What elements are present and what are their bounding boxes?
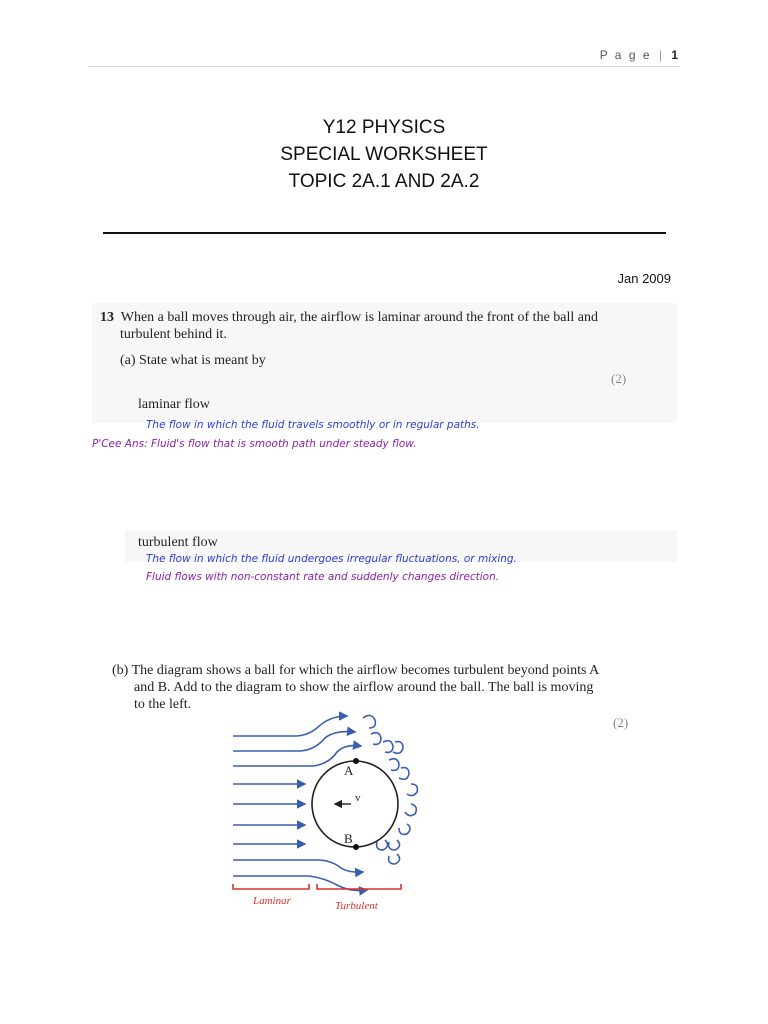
swirl — [407, 784, 417, 796]
turbulent-bracket — [317, 884, 401, 889]
region-brackets — [233, 884, 401, 889]
page-header — [600, 48, 678, 62]
point-a-label: A — [344, 763, 354, 778]
title-rule — [103, 232, 666, 234]
worksheet-title — [0, 114, 768, 195]
header-rule — [88, 66, 680, 67]
swirl — [399, 768, 409, 780]
flow-line — [233, 732, 355, 751]
swirl — [371, 733, 381, 745]
swirl — [405, 804, 416, 816]
part-b-line-3: to the left. — [134, 697, 192, 712]
swirl — [377, 840, 388, 850]
part-b-line-1: (b) The diagram shows a ball for which the airflow becomes turbulent beyond points A — [112, 663, 600, 678]
laminar-flow-label: laminar flow — [138, 397, 210, 412]
swirl — [383, 741, 393, 753]
turbulent-flow-label: turbulent flow — [138, 535, 218, 550]
velocity-label: v — [355, 792, 361, 804]
part-a-prompt: (a) State what is meant by — [120, 353, 266, 368]
part-b-marks: (2) — [613, 715, 629, 730]
part-b-line-2: and B. Add to the diagram to show the airflow around the ball. The ball is moving — [134, 680, 594, 695]
question-number: 13 — [100, 310, 114, 325]
turbulent-swirls — [363, 715, 417, 864]
point-b-label: B — [344, 831, 353, 846]
question-intro-line-2: turbulent behind it. — [120, 327, 227, 342]
laminar-bracket-label: Laminar — [253, 895, 291, 907]
page-separator: | — [658, 48, 664, 62]
swirl — [389, 759, 399, 771]
page-number: 1 — [671, 48, 678, 62]
turbulent-answer: The flow in which the fluid undergoes irregular fluctuations, or mixing. — [146, 553, 517, 565]
turbulent-alt-answer: Fluid flows with non-constant rate and suddenly changes direction. — [146, 571, 500, 583]
ball — [312, 761, 398, 847]
point-b-dot — [353, 844, 359, 850]
point-a-dot — [353, 758, 359, 764]
turbulent-bracket-label: Turbulent — [335, 900, 378, 912]
title-line-3: TOPIC 2A.1 AND 2A.2 — [288, 171, 480, 192]
laminar-bracket — [233, 884, 309, 889]
question-intro — [100, 310, 598, 326]
airflow-diagram — [225, 708, 425, 918]
laminar-alt-answer: P'Cee Ans: Fluid's flow that is smooth path under steady flow. — [92, 438, 417, 450]
exam-date: Jan 2009 — [617, 271, 671, 286]
laminar-answer: The flow in which the fluid travels smoothly or in regular paths. — [146, 419, 480, 431]
title-line-2: SPECIAL WORKSHEET — [280, 144, 488, 165]
flow-line — [233, 716, 347, 736]
swirl — [399, 824, 410, 834]
flow-line — [233, 860, 363, 872]
title-line-1: Y12 PHYSICS — [322, 117, 446, 138]
part-a-marks: (2) — [611, 371, 627, 386]
swirl — [389, 854, 400, 864]
page-label: P a g e — [599, 48, 652, 62]
laminar-flow-lines — [233, 716, 367, 891]
swirl — [393, 742, 403, 754]
question-intro-line-1: When a ball moves through air, the airflow is laminar around the front of the ball and — [120, 310, 598, 325]
swirl — [389, 840, 400, 850]
swirl — [363, 715, 375, 728]
